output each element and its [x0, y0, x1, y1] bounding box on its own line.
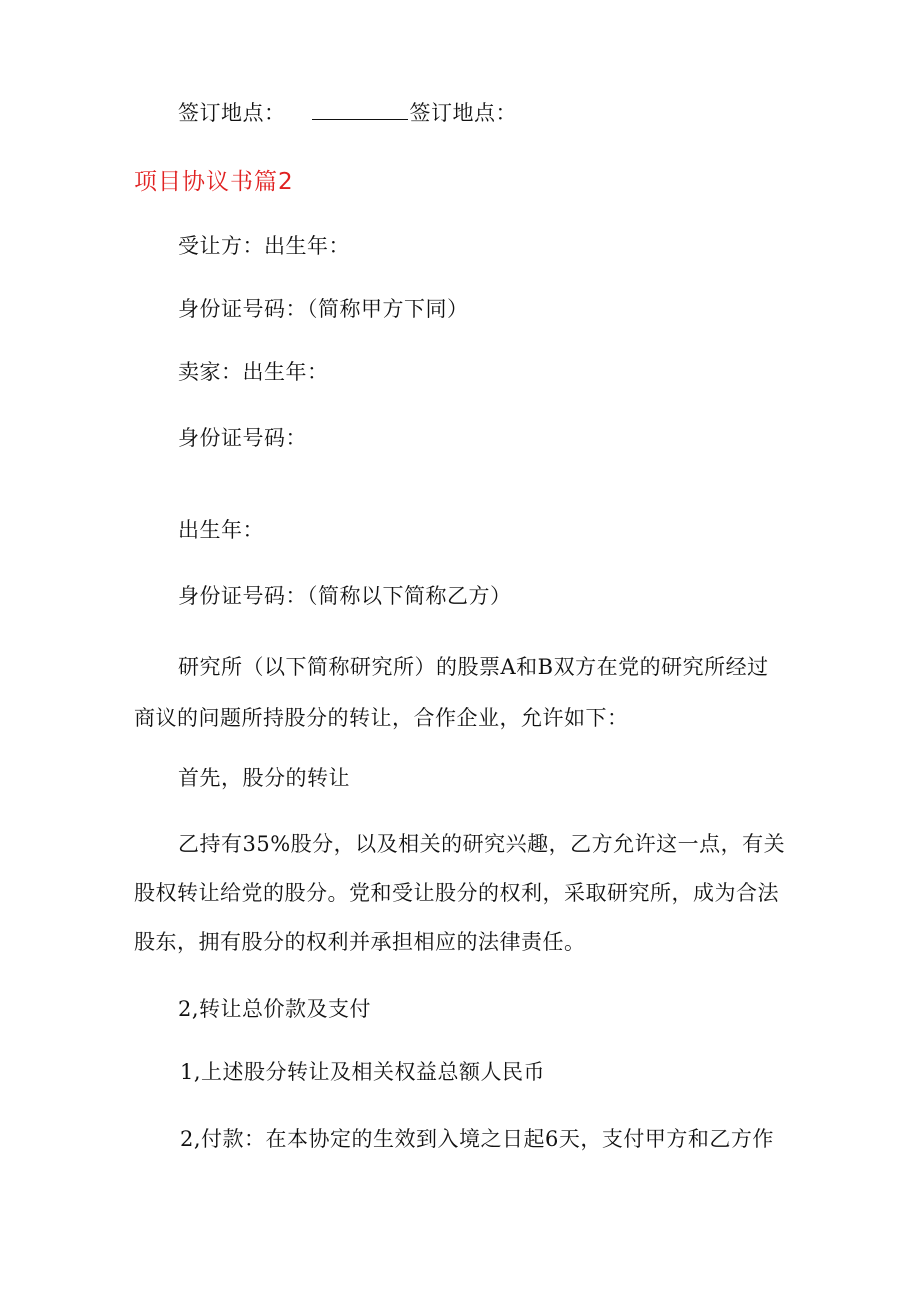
sign-place-blank-line — [312, 99, 408, 120]
clause-2-item-2: 2,付款：在本协定的生效到入境之日起6天，支付甲方和乙方作 — [180, 1127, 774, 1151]
party-b-id-number: 身份证号码：（简称以下简称乙方） — [178, 584, 512, 608]
transferee-birth-year: 受让方：出生年： — [178, 234, 350, 258]
preamble-line-1: 研究所（以下简称研究所）的股票A和B双方在党的研究所经过 — [178, 655, 769, 679]
seller-id-number: 身份证号码： — [178, 426, 307, 450]
preamble-line-2: 商议的问题所持股分的转让，合作企业，允许如下： — [134, 706, 629, 730]
seller-birth-year: 卖家：出生年： — [178, 360, 329, 384]
clause-2-item-1: 1,上述股分转让及相关权益总额人民币 — [180, 1060, 546, 1084]
clause-1-title: 首先，股分的转让 — [178, 766, 350, 790]
clause-1-body-line-3: 股东，拥有股分的权利并承担相应的法律责任。 — [134, 930, 586, 954]
sign-place-right-label: 签订地点： — [409, 101, 517, 125]
sign-place-left-label: 签订地点： — [178, 101, 286, 125]
clause-1-body-line-1: 乙持有35%股分，以及相关的研究兴趣，乙方允许这一点，有关 — [178, 832, 786, 856]
sign-place-row — [178, 99, 517, 127]
section-heading: 项目协议书篇2 — [134, 169, 294, 195]
clause-1-body-line-2: 股权转让给党的股分。党和受让股分的权利，采取研究所，成为合法 — [134, 881, 779, 905]
party-b-birth-year: 出生年： — [178, 518, 264, 542]
clause-2-title: 2,转让总价款及支付 — [178, 997, 372, 1021]
transferee-id-number: 身份证号码：（简称甲方下同） — [178, 297, 469, 321]
